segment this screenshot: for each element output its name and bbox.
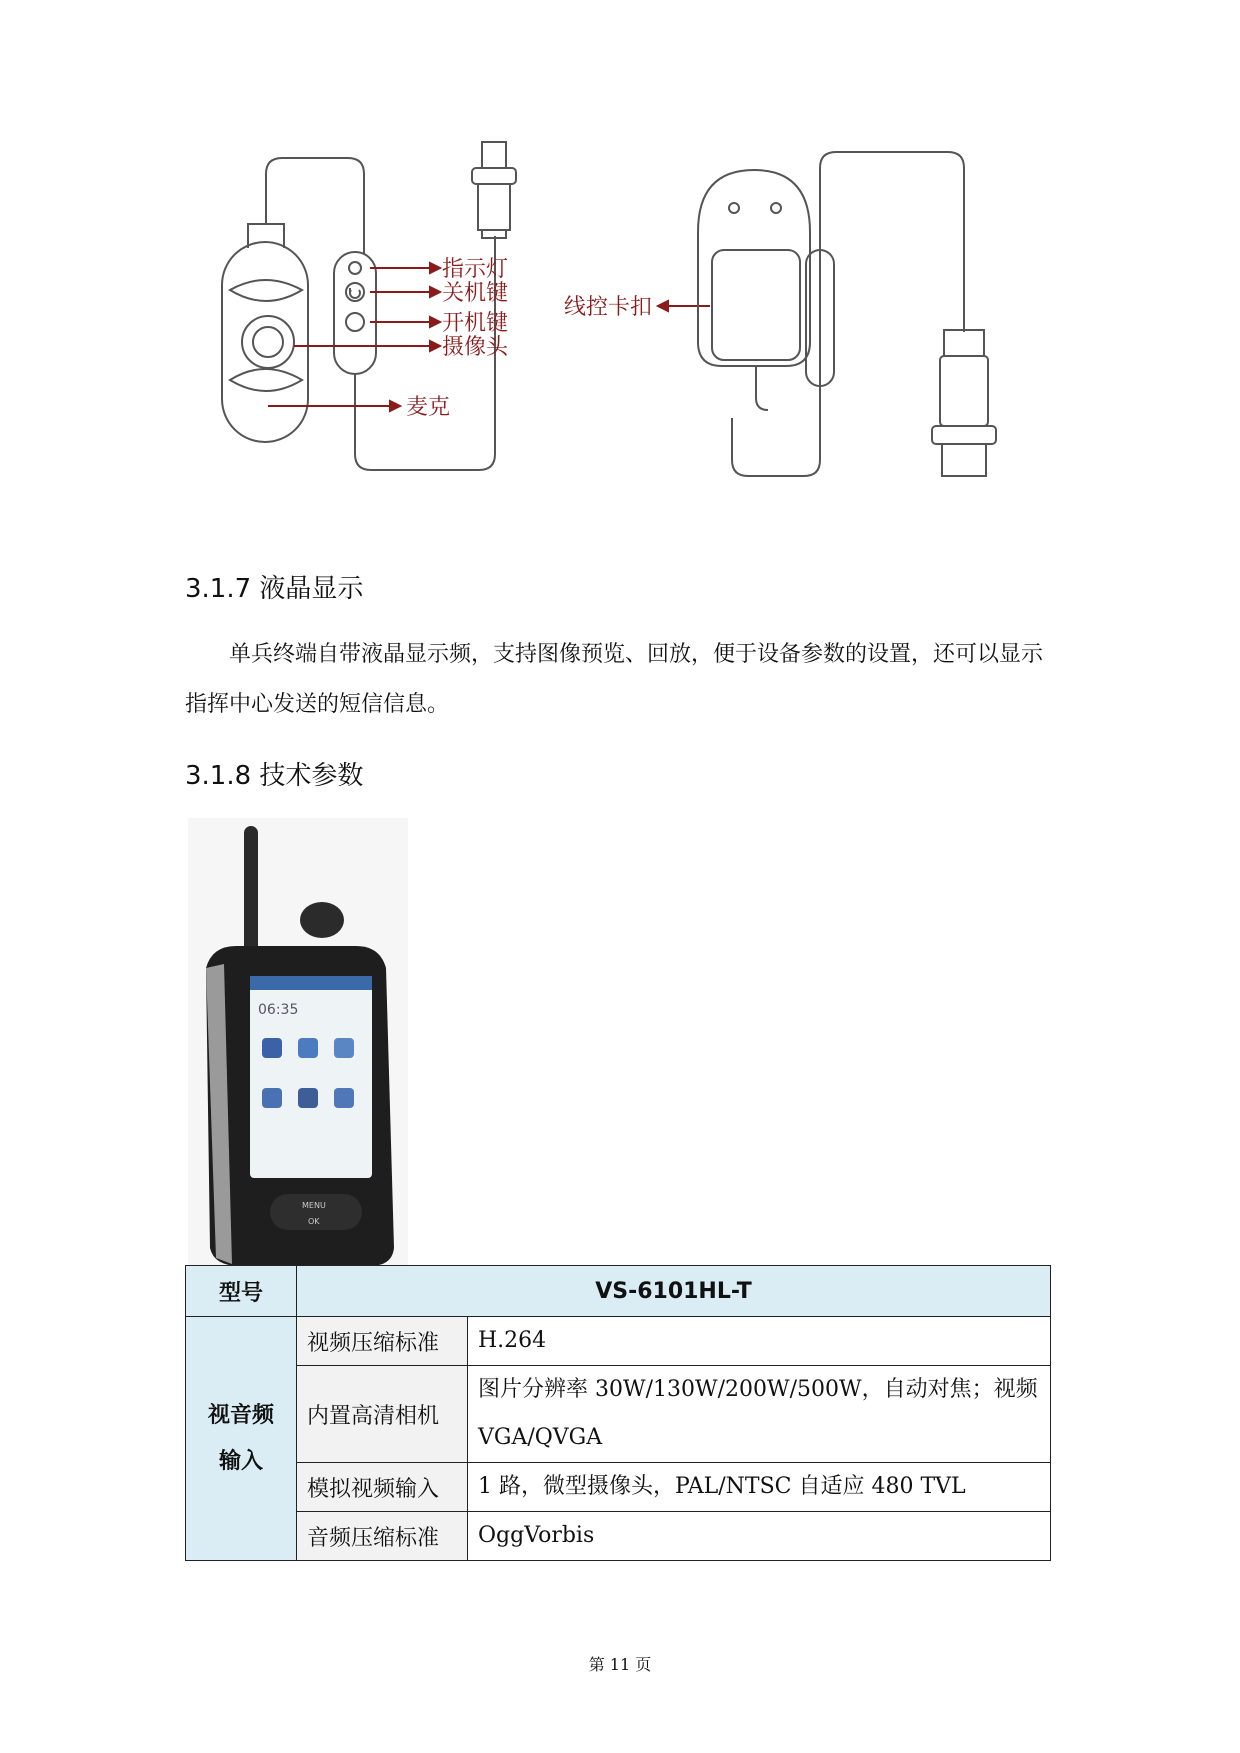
model-value: VS-6101HL-T: [297, 1266, 1051, 1317]
app-icon: [298, 1088, 318, 1108]
app-icon: [298, 1038, 318, 1058]
table-row: [186, 1317, 1051, 1366]
category-line: 输入: [218, 1448, 263, 1474]
remote-control-diagram: [220, 140, 1120, 560]
antenna: [244, 826, 258, 966]
row-value: 1 路，微型摄像头，PAL/NTSC 自适应 480 TVL: [468, 1463, 1051, 1512]
row-label: 模拟视频输入: [297, 1463, 468, 1512]
handheld-terminal-photo: [188, 818, 408, 1268]
table-row: [186, 1266, 1051, 1317]
callout-clip: 线控卡扣: [564, 295, 653, 320]
app-icon: [262, 1038, 282, 1058]
page-footer: 第 11 页: [588, 1655, 652, 1674]
callout-mic: 麦克: [406, 395, 451, 420]
handset-body: [222, 242, 308, 442]
screen-clock: 06:35: [258, 1002, 299, 1018]
row-value: H.264: [468, 1317, 1051, 1366]
table-row: [186, 1366, 1051, 1463]
menu-button-label: MENU: [302, 1201, 326, 1210]
category-cell: [186, 1317, 297, 1561]
callout-power-on: 开机键: [442, 311, 509, 336]
table-row: [186, 1512, 1051, 1561]
handset-back: [698, 170, 810, 366]
row-label: 音频压缩标准: [297, 1512, 468, 1561]
app-icon: [334, 1038, 354, 1058]
row-value: OggVorbis: [468, 1512, 1051, 1561]
callout-power-off: 关机键: [442, 281, 509, 306]
model-label: 型号: [186, 1266, 297, 1317]
category-line: 视音频: [207, 1402, 274, 1428]
row-value: 图片分辨率 30W/130W/200W/500W，自动对焦；视频 VGA/QVGA: [468, 1366, 1051, 1463]
row-label: 视频压缩标准: [297, 1317, 468, 1366]
callout-indicator: 指示灯: [442, 257, 509, 282]
section-heading-tech: 3.1.8 技术参数: [185, 761, 364, 791]
spec-table: [185, 1265, 1051, 1561]
row-label: 内置高清相机: [297, 1366, 468, 1463]
power-on-key: [346, 313, 364, 331]
app-icon: [262, 1088, 282, 1108]
table-row: [186, 1463, 1051, 1512]
ok-button-label: OK: [308, 1217, 320, 1226]
callout-camera: 摄像头: [442, 335, 509, 360]
section-heading-lcd: 3.1.7 液晶显示: [185, 574, 364, 604]
lcd-paragraph: 单兵终端自带液晶显示频，支持图像预览、回放，便于设备参数的设置，还可以显示指挥中心发送的短信信息。: [185, 642, 1044, 717]
camera-lens-icon: [242, 316, 294, 368]
app-icon: [334, 1088, 354, 1108]
top-knob: [300, 902, 344, 938]
indicator-light: [349, 262, 361, 274]
